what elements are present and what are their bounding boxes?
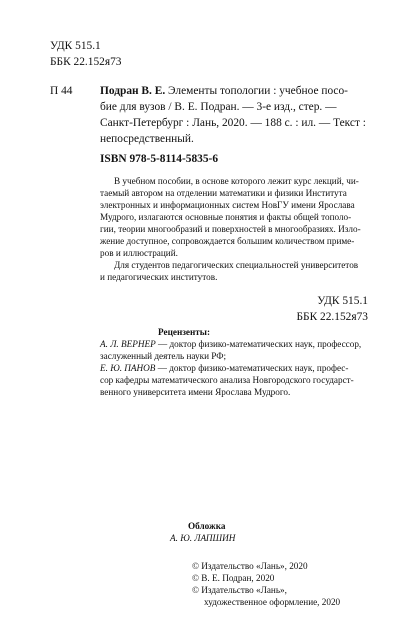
catalog-line-1 — [100, 84, 348, 98]
isbn: ISBN 978-5-8114-5835-6 — [100, 153, 219, 165]
catalog-author: Подран В. Е. — [100, 85, 166, 97]
catalog-line-2: бие для вузов / В. Е. Подран. — 3-е изд., стер. — — [100, 101, 337, 113]
abstract-line: гии, теории многообразий и поверхностей в многообразиях. Изло- — [100, 224, 361, 234]
copyright-line: © В. Е. Подран, 2020 — [192, 573, 275, 583]
copyright-line: © Издательство «Лань», — [192, 585, 287, 595]
udk-code: УДК 515.1 — [50, 40, 101, 52]
reviewer-1-line-1 — [100, 339, 361, 351]
audience-line: Для студентов педагогических специальностей университетов — [114, 260, 359, 270]
reviewer-2-name: Е. Ю. ПАНОВ — [100, 363, 156, 373]
audience-line: и педагогических институтов. — [100, 272, 218, 282]
abstract-line: жение доступное, сопровождается большим количеством приме- — [100, 236, 355, 246]
cover-artist: А. Ю. ЛАПШИН — [170, 533, 236, 543]
reviewers-heading: Рецензенты: — [158, 327, 211, 337]
footer-udk-code: УДК 515.1 — [317, 295, 368, 307]
copyright-line: художественное оформление, 2020 — [204, 597, 341, 607]
cover-heading: Обложка — [188, 521, 226, 531]
abstract-line: ров и иллюстраций. — [100, 248, 178, 258]
abstract-line: таемый автором на отделении математики и физики Института — [100, 188, 347, 198]
reviewer-2-line-1 — [100, 363, 348, 375]
catalog-title-start: Элементы топологии : учебное посо- — [165, 85, 348, 97]
catalog-line-3: Санкт-Петербург : Лань, 2020. — 188 с. : ил. — Текст : — [100, 117, 366, 129]
abstract-line: Мудрого, излагаются основные понятия и факты общей тополо- — [100, 212, 352, 222]
bbk-code: ББК 22.152я73 — [50, 56, 122, 68]
copyright-line: © Издательство «Лань», 2020 — [192, 561, 308, 571]
footer-bbk-code: ББК 22.152я73 — [296, 311, 368, 323]
reviewer-2-line-3: венного университета имени Ярослава Мудрого. — [100, 387, 291, 397]
reviewer-1-name: А. Л. ВЕРНЕР — [100, 339, 156, 349]
reviewer-2-title: — доктор физико-математических наук, профес- — [155, 363, 349, 373]
catalog-index: П 44 — [50, 85, 73, 97]
reviewer-1-line-2: заслуженный деятель науки РФ; — [100, 351, 227, 361]
abstract-line: электронных и информационных систем НовГУ имени Ярослава — [100, 200, 355, 210]
catalog-line-4: непосредственный. — [100, 133, 194, 145]
reviewer-1-title: — доктор физико-математических наук, профессор, — [155, 339, 362, 349]
abstract-line: В учебном пособии, в основе которого лежит курс лекций, чи- — [114, 176, 359, 186]
reviewer-2-line-2: сор кафедры математического анализа Новгородского государст- — [100, 375, 354, 385]
